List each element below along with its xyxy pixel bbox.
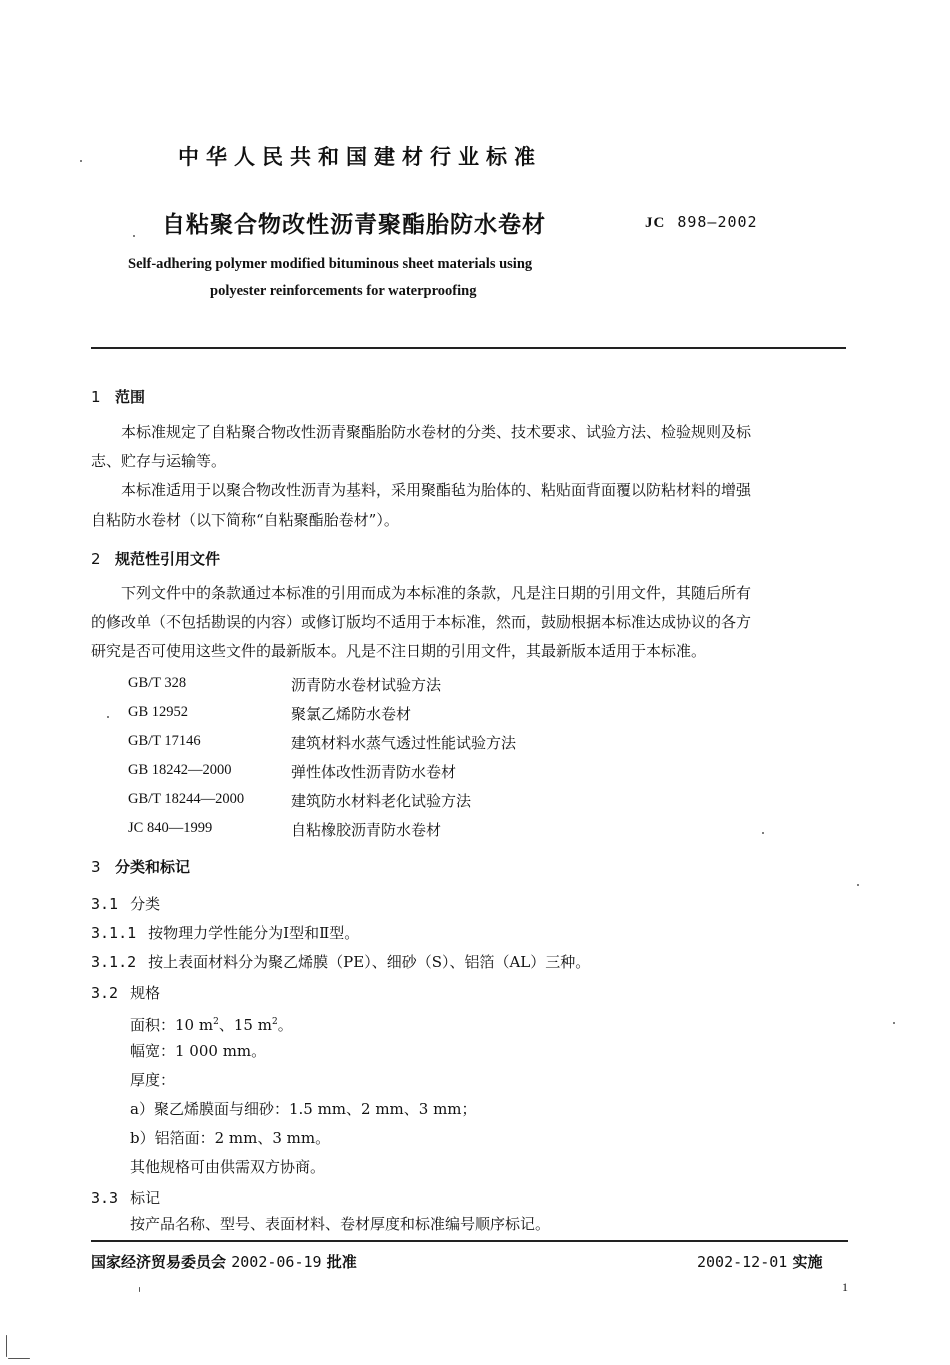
- scan-speck: [133, 235, 135, 237]
- standard-prefix: JC: [645, 215, 666, 231]
- reference-code: GB 18242—2000: [128, 762, 232, 778]
- spec-other: 其他规格可由供需双方协商。: [130, 1158, 326, 1176]
- scan-speck: [139, 1287, 140, 1292]
- footer-divider: [91, 1240, 848, 1242]
- section-1-paragraph-1-line2: 志、贮存与运输等。: [91, 452, 227, 470]
- standard-code: [645, 213, 758, 232]
- spec-thickness-label: 厚度：: [130, 1071, 176, 1089]
- english-title-line1: Self-adhering polymer modified bituminous sheet materials using: [128, 256, 533, 272]
- reference-code: GB 12952: [128, 704, 189, 720]
- scan-speck: [6, 1335, 7, 1357]
- clause-3-3: 3.3 标记: [91, 1189, 161, 1207]
- scan-speck: [8, 1358, 30, 1359]
- clause-3-1: 3.1 分类: [91, 895, 161, 913]
- reference-name: 建筑防水材料老化试验方法: [291, 792, 472, 810]
- scan-speck: [762, 832, 764, 834]
- scan-speck: [80, 160, 82, 162]
- standard-category-title: 中华人民共和国建材行业标准: [178, 145, 542, 169]
- clause-3-1-2: 3.1.2 按上表面材料分为聚乙烯膜（PE）、细砂（S）、铝箔（AL）三种。: [91, 953, 591, 971]
- standard-number: 898—2002: [677, 213, 758, 231]
- scan-speck: [107, 716, 109, 718]
- english-title-line2: polyester reinforcements for waterproofing: [210, 283, 477, 299]
- scan-speck: [857, 884, 859, 886]
- reference-name: 聚氯乙烯防水卷材: [291, 705, 412, 723]
- marking-text: 按产品名称、型号、表面材料、卷材厚度和标准编号顺序标记。: [130, 1215, 551, 1233]
- reference-name: 弹性体改性沥青防水卷材: [291, 763, 457, 781]
- section-2-paragraph-line3: 研究是否可使用这些文件的最新版本。凡是不注日期的引用文件，其最新版本适用于本标准。: [91, 642, 707, 660]
- page-number: 1: [842, 1280, 848, 1294]
- scan-speck: [893, 1022, 895, 1024]
- spec-area: 面积：10 $m^2$、15 $m^2$。: [130, 1016, 293, 1034]
- section-1-paragraph-1-line1: 本标准规定了自粘聚合物改性沥青聚酯胎防水卷材的分类、技术要求、试验方法、检验规则及标: [121, 423, 752, 441]
- section-1-paragraph-2-line1: 本标准适用于以聚合物改性沥青为基料，采用聚酯毡为胎体的、粘贴面背面覆以防粘材料的增强: [121, 481, 752, 499]
- reference-name: 沥青防水卷材试验方法: [291, 676, 442, 694]
- section-2-paragraph-line1: 下列文件中的条款通过本标准的引用而成为本标准的条款，凡是注日期的引用文件，其随后所有: [121, 584, 752, 602]
- clause-3-1-1: 3.1.1 按物理力学性能分为Ⅰ型和Ⅱ型。: [91, 924, 360, 942]
- spec-thickness-a: a）聚乙烯膜面与细砂：1.5 mm、2 mm、3 mm；: [130, 1100, 477, 1118]
- spec-width: 幅宽：1 000 mm。: [130, 1042, 267, 1060]
- section-3-heading: 3 分类和标记: [91, 858, 191, 876]
- reference-name: 自粘橡胶沥青防水卷材: [291, 821, 442, 839]
- reference-code: GB/T 328: [128, 675, 187, 691]
- section-1-paragraph-2-line2: 自粘防水卷材（以下简称“自粘聚酯胎卷材”）。: [91, 511, 399, 529]
- section-1-heading: 1 范围: [91, 388, 146, 406]
- reference-code: GB/T 18244—2000: [128, 791, 245, 807]
- reference-name: 建筑材料水蒸气透过性能试验方法: [291, 734, 517, 752]
- spec-thickness-b: b）铝箔面：2 mm、3 mm。: [130, 1129, 331, 1147]
- implementation-line: 2002-12-01 实施: [697, 1253, 823, 1271]
- section-2-paragraph-line2: 的修改单（不包括勘误的内容）或修订版均不适用于本标准，然而，鼓励根据本标准达成协议的各方: [91, 613, 752, 631]
- reference-code: GB/T 17146: [128, 733, 201, 749]
- reference-code: JC 840—1999: [128, 820, 213, 836]
- document-title: 自粘聚合物改性沥青聚酯胎防水卷材: [162, 212, 546, 238]
- section-2-heading: 2 规范性引用文件: [91, 550, 221, 568]
- approval-line: 国家经济贸易委员会 2002-06-19 批准: [91, 1253, 357, 1271]
- clause-3-2: 3.2 规格: [91, 984, 161, 1002]
- header-divider: [91, 347, 846, 349]
